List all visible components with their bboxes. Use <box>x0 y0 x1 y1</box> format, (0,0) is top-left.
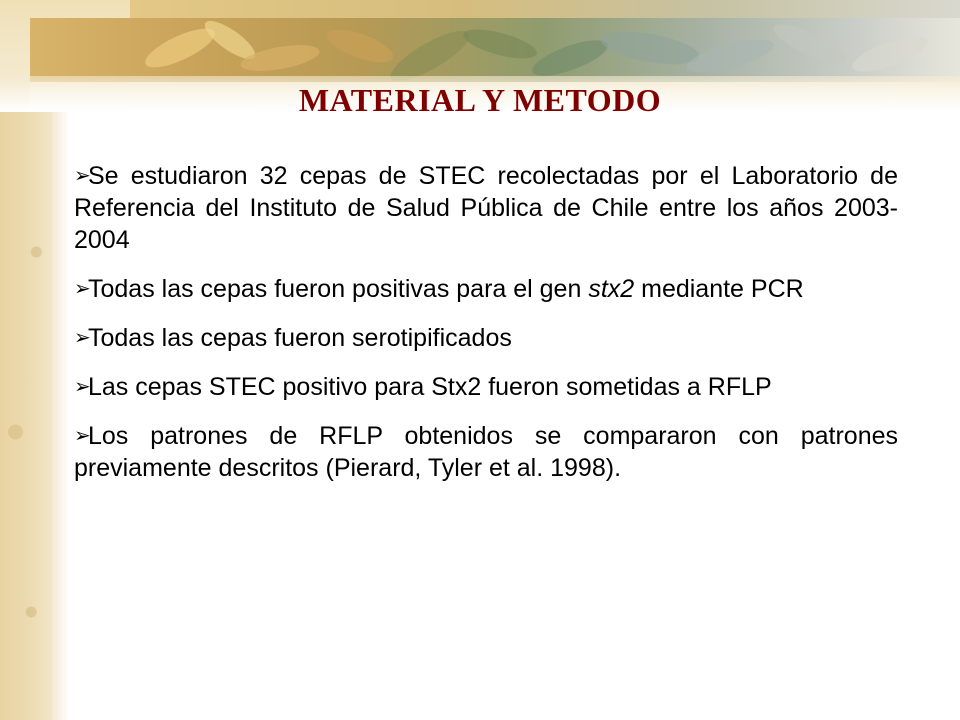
bullet-item-1 <box>74 160 898 256</box>
arrowhead-bullet-icon: ➢ <box>74 425 91 447</box>
gene-name-italic: stx2 <box>588 275 635 303</box>
bullet-item-3 <box>74 322 898 354</box>
bullet-text-1: Se estudiaron 32 cepas de STEC recolectadas por el Laboratorio de Referencia del Instituto de Salud Pública de Chile entre los años 2003-2004 <box>74 162 898 254</box>
bullet-text-4: Las cepas STEC positivo para Stx2 fueron sometidas a RFLP <box>88 373 772 401</box>
bullet-text-2-post: mediante PCR <box>634 275 804 303</box>
slide-title: MATERIAL Y METODO <box>298 82 662 118</box>
bullet-item-5 <box>74 420 898 484</box>
bullet-text-3: Todas las cepas fueron serotipificados <box>88 324 512 352</box>
bullet-text-2-pre: Todas las cepas fueron positivas para el gen <box>88 275 589 303</box>
leaf-pattern-graphic <box>30 18 960 82</box>
arrowhead-bullet-icon: ➢ <box>74 376 91 398</box>
bullet-item-4 <box>74 371 898 403</box>
arrowhead-bullet-icon: ➢ <box>74 278 91 300</box>
bullet-text-5: Los patrones de RFLP obtenidos se compararon con patrones previamente descritos (Pierard, Tyler et al. 1998). <box>74 422 898 482</box>
arrowhead-bullet-icon: ➢ <box>74 327 91 349</box>
bullet-item-2 <box>74 273 898 305</box>
banner-leaf-image <box>30 18 960 82</box>
bullet-list <box>74 160 898 501</box>
arrowhead-bullet-icon: ➢ <box>74 165 91 187</box>
